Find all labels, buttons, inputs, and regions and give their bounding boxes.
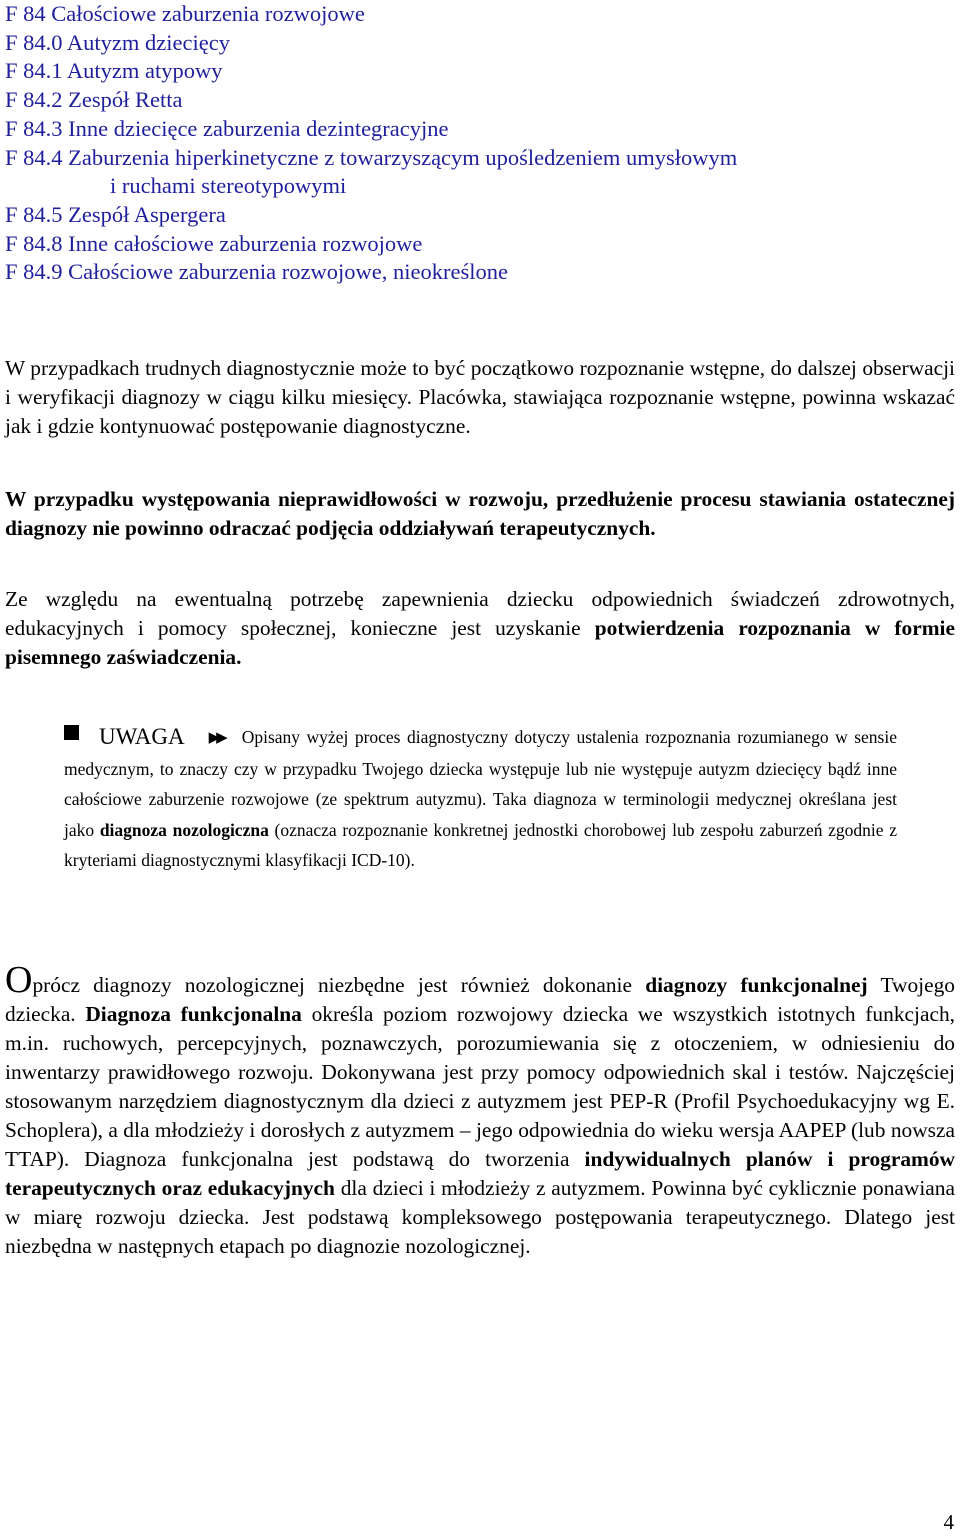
uwaga-text-2: (oznacza rozpoznanie konkretnej jednostki chorobowej lub zespołu zaburzeń zgodnie z kryteriami diagnostycznymi klasyfikacji ICD-10). — [64, 819, 897, 870]
icd-item-f84-8: F 84.8 Inne całościowe zaburzenia rozwojowe — [5, 230, 423, 256]
square-bullet-icon — [64, 725, 79, 740]
icd-item-f84-4: F 84.4 Zaburzenia hiperkinetyczne z towarzyszącym upośledzeniem umysłowym — [5, 144, 738, 170]
icd-item-f84-0: F 84.0 Autyzm dziecięcy — [5, 29, 230, 55]
icd-item-f84-9: F 84.9 Całościowe zaburzenia rozwojowe, nieokreślone — [5, 259, 508, 285]
p4-bold-1: diagnozy funkcjonalnej — [645, 973, 868, 997]
uwaga-text-1: Opisany wyżej proces diagnostyczny dotyczy ustalenia rozpoznania rozumianego w sensie medycznym, to znaczy czy w przypadku Twojego dziecka występuje lub nie występuje autyzm dziecięcy bądź inne całościowe zaburzenie rozwojowe (ze spektrum autyzmu). Taka diagnoza w terminologii medycznej określana jest jako — [64, 727, 897, 840]
icd-item-f84-1: F 84.1 Autyzm atypowy — [5, 58, 223, 84]
uwaga-bold: diagnoza nozologiczna — [99, 819, 269, 840]
icd-item-f84-4-continuation: i ruchami stereotypowymi — [110, 173, 347, 199]
icd-item-f84-5: F 84.5 Zespół Aspergera — [5, 201, 226, 227]
p4-text-2: Twojego dziecka. — [5, 973, 955, 1026]
icd-item-f84-2: F 84.2 Zespół Retta — [5, 87, 183, 113]
uwaga-note — [64, 722, 897, 876]
p4-bold-3: indywidualnych planów i programów terapeutycznych oraz edukacyjnych — [5, 1147, 955, 1200]
p4-text-1: prócz diagnozy nozologicznej niezbędne jest również dokonanie — [32, 973, 646, 997]
icd-code-list — [5, 0, 945, 287]
p4-text-3: określa poziom rozwojowy dziecka we wszystkich istotnych funkcjach, m.in. ruchowych, percepcyjnych, poznawczych, porozumiewania się z otoczeniem, w odniesieniu do inwentarzy prawidłowego rozwoju. Dokonywana jest przy pomocy odpowiednich skal i testów. Najczęściej stosowanym narzędziem diagnostycznym dla dzieci z autyzmem jest PEP-R (Profil Psychoedukacyjny wg E. Schoplera), a dla młodzieży i dorosłych z autyzmem – jego odpowiednia do wieku wersja AAPEP (lub nowsza TTAP). Diagnoza funkcjonalna jest podstawą do tworzenia — [5, 1002, 955, 1171]
paragraph-certificate-text: Ze względu na ewentualną potrzebę zapewnienia dziecku odpowiednich świadczeń zdrowotnych, edukacyjnych i pomocy społecznej, konieczne jest uzyskanie — [5, 587, 955, 640]
page-number: 4 — [943, 1510, 954, 1534]
icd-item-f84: F 84 Całościowe zaburzenia rozwojowe — [5, 1, 365, 26]
paragraph-certificate — [5, 585, 955, 672]
paragraph-initial-diagnosis: W przypadkach trudnych diagnostycznie może to być początkowo rozpoznanie wstępne, do dalszej obserwacji i weryfikacji diagnozy w ciągu kilku miesięcy. Placówka, stawiająca rozpoznanie wstępne, powinna wskazać jak i gdzie kontynuować postępowanie diagnostyczne. — [5, 356, 955, 438]
paragraph-therapy-warning: W przypadku występowania nieprawidłowości w rozwoju, przedłużenie procesu stawiania ostatecznej diagnozy nie powinno odraczać podjęcia oddziaływań terapeutycznych. — [5, 487, 955, 540]
drop-initial: O — [5, 959, 33, 1001]
icd-item-f84-3: F 84.3 Inne dziecięce zaburzenia dezintegracyjne — [5, 115, 449, 141]
double-arrow-icon: ▶▶ — [208, 730, 224, 746]
p4-text-4: dla dzieci i młodzieży z autyzmem. Powinna być cyklicznie ponawiana w miarę rozwoju dziecka. Jest podstawą kompleksowego postępowania terapeutycznego. Dlatego jest niezbędna w następnych etapach po diagnozie nozologicznej. — [5, 1176, 955, 1258]
p4-bold-2: Diagnoza funkcjonalna — [85, 1002, 302, 1026]
paragraph-certificate-bold: potwierdzenia rozpoznania w formie pisemnego zaświadczenia. — [5, 616, 955, 669]
uwaga-label: UWAGA — [99, 724, 185, 749]
paragraph-functional-diagnosis — [5, 959, 955, 1261]
